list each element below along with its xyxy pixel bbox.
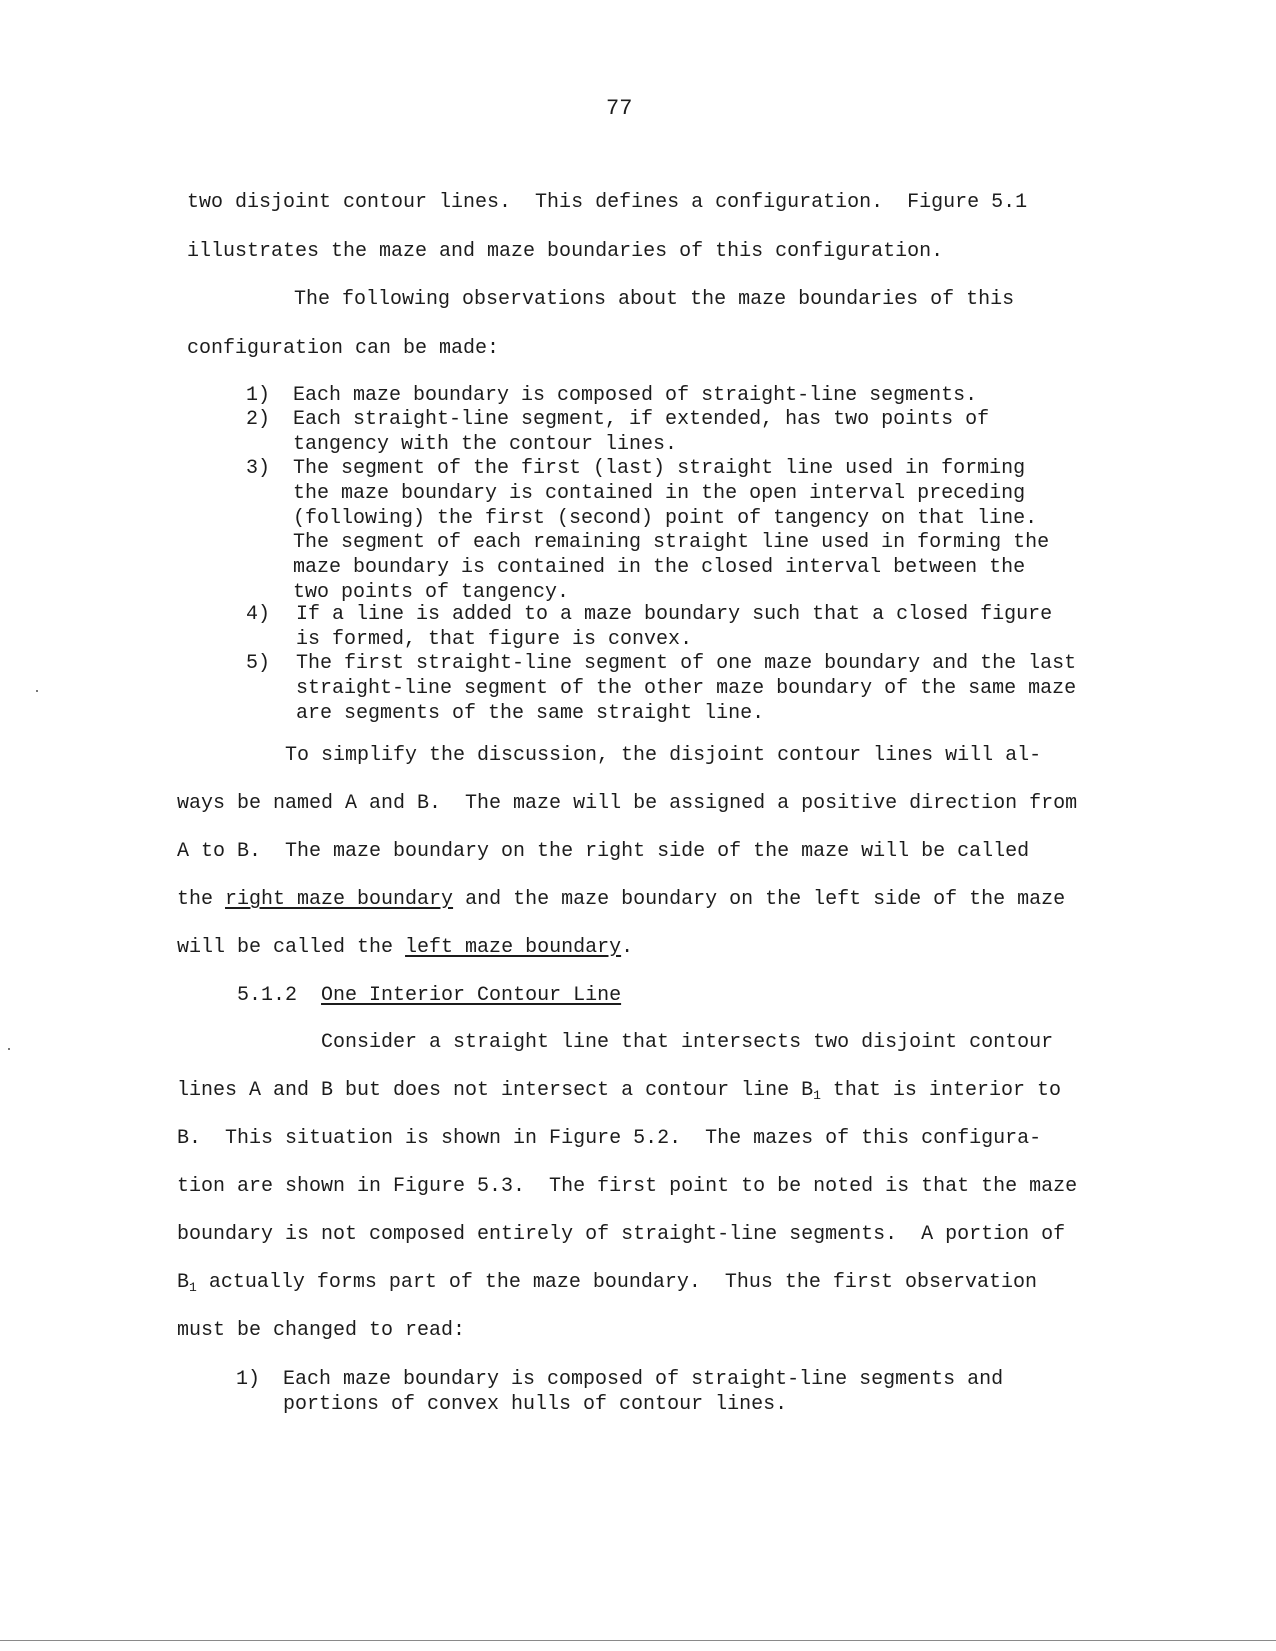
text-run: lines A and B but does not intersect a contour line B (177, 1079, 814, 1102)
page-number: 77 (606, 96, 633, 121)
observation-text: If a line is added to a maze boundary such that a closed figure is formed, that figure is convex. (296, 603, 1053, 651)
subscript: 1 (813, 1088, 821, 1103)
observation-number: 2) (246, 408, 271, 431)
text-run: the (177, 888, 226, 911)
para1-line1: two disjoint contour lines. This defines a configuration. Figure 5.1 (187, 191, 1028, 214)
para4-line6 (177, 1273, 1037, 1294)
para3-line5 (177, 938, 633, 958)
para3-line1: To simplify the discussion, the disjoint contour lines will al- (285, 744, 1042, 767)
para4-line5: boundary is not composed entirely of straight-line segments. A portion of (177, 1223, 1066, 1246)
scan-speck (36, 690, 38, 692)
para4-line1: Consider a straight line that intersects two disjoint contour (321, 1031, 1054, 1054)
section-number: 5.1.2 (237, 984, 298, 1007)
observation-text: The first straight-line segment of one maze boundary and the last straight-line segment of the other maze boundary of the same maze are segments of the same straight line. (296, 652, 1077, 725)
para4-line3: B. This situation is shown in Figure 5.2. The mazes of this configura- (177, 1127, 1042, 1150)
para2-line1: The following observations about the maze boundaries of this (294, 288, 1015, 311)
section-heading (237, 986, 621, 1006)
para4-line4: tion are shown in Figure 5.3. The first point to be noted is that the maze (177, 1175, 1078, 1198)
text-run: B (177, 1271, 190, 1294)
scan-speck (8, 1048, 10, 1050)
observation-number: 3) (246, 457, 271, 480)
term-right-maze-boundary: right maze boundary (225, 888, 454, 911)
observation-text: Each maze boundary is composed of straight-line segments. (293, 384, 978, 407)
revised-observation-text: Each maze boundary is composed of straight-line segments and portions of convex hulls of contour lines. (283, 1368, 1004, 1416)
text-run: that is interior to (820, 1079, 1061, 1102)
text-run: actually forms part of the maze boundary. Thus the first observation (196, 1271, 1037, 1294)
page-edge-line (0, 1640, 1276, 1641)
para3-line2: ways be named A and B. The maze will be assigned a positive direction from (177, 792, 1078, 815)
para3-line3: A to B. The maze boundary on the right side of the maze will be called (177, 840, 1030, 863)
para3-line4 (177, 890, 1065, 910)
observation-text: Each straight-line segment, if extended, has two points of tangency with the contour lines. (293, 408, 990, 456)
term-left-maze-boundary: left maze boundary (405, 936, 622, 959)
observation-number: 1) (246, 384, 271, 407)
para1-line2: illustrates the maze and maze boundaries of this configuration. (187, 240, 944, 263)
para4-line7: must be changed to read: (177, 1319, 466, 1342)
section-title: One Interior Contour Line (321, 984, 622, 1007)
text-run: . (621, 936, 634, 959)
revised-observation-number: 1) (236, 1368, 261, 1391)
observation-number: 4) (246, 603, 271, 626)
observation-number: 5) (246, 652, 271, 675)
observation-text: The segment of the first (last) straight line used in forming the maze boundary is contained in the open interval preceding (following) the first (second) point of tangency on that line. The segment of each remaining straight line used in forming the maze boundary is contained in the closed interval between the two points of tangency. (293, 457, 1050, 604)
para2-line2: configuration can be made: (187, 337, 500, 360)
text-run: and the maze boundary on the left side of the maze (453, 888, 1066, 911)
para4-line2 (177, 1081, 1061, 1102)
subscript: 1 (189, 1280, 197, 1295)
text-run: will be called the (177, 936, 406, 959)
